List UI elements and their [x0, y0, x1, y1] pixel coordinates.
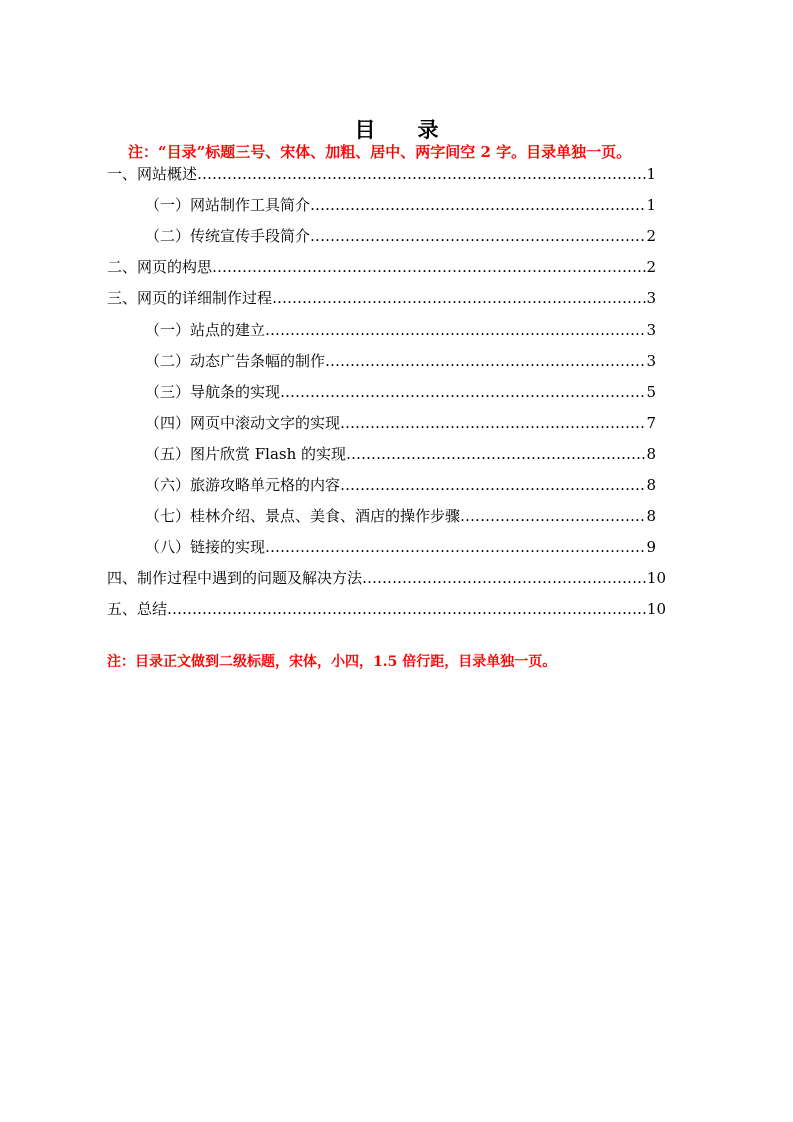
toc-entry-label: 一、网站概述	[107, 165, 198, 183]
toc-entry[interactable]	[145, 381, 656, 403]
toc-leader-dots	[212, 258, 646, 276]
toc-entry-page: 1	[646, 196, 656, 215]
toc-entry-page: 10	[646, 600, 666, 619]
toc-leader-dots	[280, 383, 646, 401]
toc-leader-dots	[346, 445, 646, 463]
toc-entry[interactable]	[145, 536, 656, 558]
toc-entry[interactable]	[145, 443, 656, 465]
toc-entry[interactable]	[107, 598, 666, 620]
toc-entry-page: 1	[646, 165, 656, 183]
toc-entry-page: 8	[646, 476, 656, 494]
toc-entry-page: 3	[646, 320, 656, 339]
toc-entry-page: 3	[646, 351, 656, 370]
toc-entry-page: 3	[646, 289, 656, 308]
toc-entry-page: 8	[646, 444, 656, 463]
toc-entry-label: （一）站点的建立	[145, 320, 266, 339]
toc-leader-dots	[340, 414, 646, 432]
toc-entry-label: （一）网站制作工具简介	[145, 196, 311, 215]
title-format-note: 注：“目录”标题三号、宋体、加粗、居中、两字间空 2 字。目录单独一页。	[128, 143, 632, 161]
toc-leader-dots	[272, 289, 646, 307]
toc-entry-page: 5	[646, 382, 656, 401]
toc-entry-page: 2	[646, 258, 656, 277]
toc-leader-dots	[197, 165, 646, 183]
toc-entry-label: （二）传统宣传手段简介	[145, 227, 311, 246]
toc-entry[interactable]	[145, 319, 656, 341]
title-char-right: 录	[417, 117, 439, 142]
toc-entry-label: （八）链接的实现	[145, 538, 266, 557]
toc-entry-page: 10	[646, 569, 666, 588]
toc-leader-dots	[325, 352, 646, 370]
toc-leader-dots	[340, 476, 646, 494]
toc-leader-dots	[310, 227, 646, 245]
toc-leader-dots	[265, 321, 646, 339]
toc-entry-label: 四、制作过程中遇到的问题及解决方法	[107, 569, 363, 588]
page-title	[0, 114, 793, 144]
toc-entry-label: （四）网页中滚动文字的实现	[145, 413, 341, 432]
toc-entry-label: （六）旅游攻略单元格的内容	[145, 476, 341, 494]
toc-entry[interactable]	[145, 412, 656, 434]
toc-entry-label: 五、总结	[107, 600, 168, 619]
toc-entry-page: 8	[646, 507, 656, 526]
toc-entry[interactable]	[107, 163, 656, 185]
toc-entry[interactable]	[107, 256, 656, 278]
toc-entry[interactable]	[145, 194, 656, 216]
toc-entry[interactable]	[107, 567, 666, 589]
toc-entry-page: 9	[646, 538, 656, 557]
toc-leader-dots	[362, 569, 647, 587]
toc-entry-label: （二）动态广告条幅的制作	[145, 351, 326, 370]
toc-entry-label: 三、网页的详细制作过程	[107, 289, 273, 308]
toc-entry[interactable]	[145, 505, 656, 527]
toc-entry[interactable]	[145, 225, 656, 247]
toc-entry-page: 7	[646, 413, 656, 432]
toc-leader-dots	[265, 538, 646, 556]
toc-leader-dots	[310, 196, 646, 214]
toc-entry-label: 二、网页的构思	[107, 258, 213, 277]
toc-leader-dots	[167, 600, 647, 618]
toc-leader-dots	[460, 507, 646, 525]
toc-entry-label: （七）桂林介绍、景点、美食、酒店的操作步骤	[145, 507, 461, 526]
toc-entry-label: （三）导航条的实现	[145, 382, 281, 401]
title-char-left: 目	[354, 117, 376, 142]
toc-entry[interactable]	[145, 350, 656, 372]
toc-entry[interactable]	[145, 474, 656, 496]
toc-entry-page: 2	[646, 227, 656, 246]
toc-entry-label: （五）图片欣赏 Flash 的实现	[145, 444, 347, 463]
toc-entry[interactable]	[107, 287, 656, 309]
body-format-note: 注：目录正文做到二级标题，宋体，小四，1.5 倍行距，目录单独一页。	[107, 654, 557, 670]
